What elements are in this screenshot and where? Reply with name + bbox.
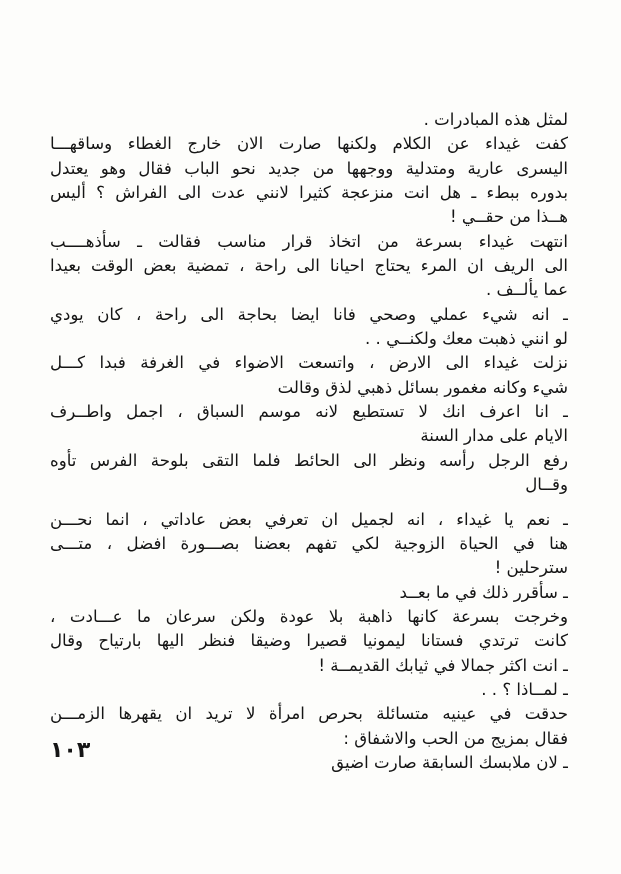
text-line: وخرجت بسرعة كانها ذاهبة بلا عودة ولكن سرعان ما عـــادت ، xyxy=(50,606,568,626)
text-line: عما يألــف . xyxy=(485,280,568,300)
text-line: كانت ترتدي فستانا ليمونيا قصيرا وضيقا فنظر اليها بارتياح وقال xyxy=(50,631,568,651)
text-line: ـ نعم يا غيداء ، انه لجميل ان تعرفي بعض عاداتي ، انما نحـــن xyxy=(50,509,568,529)
text-line: اليسرى عارية ومتدلية ووجهها من جديد نحو الباب فقال وهو يعتدل xyxy=(50,158,568,178)
text-line: ـ سأقرر ذلك في ما بعــد xyxy=(399,582,568,602)
text-line: حدقت في عينيه متسائلة بحرص امرأة لا تريد ان يقهرها الزمـــن xyxy=(50,704,568,724)
text-line: لو انني ذهبت معك ولكنــي . . xyxy=(364,329,568,349)
page-number: ١٠٣ xyxy=(50,738,91,763)
text-line: سترحلين ! xyxy=(494,558,568,578)
text-line: هنا في الحياة الزوجية لكي تفهم بعضنا بصـــورة افضل ، متـــى xyxy=(50,533,568,553)
text-line: ـ انا اعرف انك لا تستطيع لانه موسم السباق ، اجمل واطــرف xyxy=(50,402,568,422)
text-line: ـ انه شيء عملي وصحي فانا ايضا بحاجة الى راحة ، كان يودي xyxy=(50,304,568,324)
text-line: هــذا من حقــي ! xyxy=(450,207,568,227)
text-line: الى الريف ان المرء يحتاج احيانا الى راحة ، تمضية بعض الوقت بعيدا xyxy=(50,256,568,276)
text-line: ـ انت اكثر جمالا في ثيابك القديمــة ! xyxy=(318,655,568,675)
text-line: نزلت غيداء الى الارض ، واتسعت الاضواء في الغرفة فبدا كـــل xyxy=(50,353,568,373)
text-line: كفت غيداء عن الكلام ولكنها صارت الان خارج الغطاء وساقهـــا xyxy=(50,134,568,154)
body-text xyxy=(50,108,568,775)
text-line: ـ لمــاذا ؟ . . xyxy=(481,679,568,699)
text-line: فقال بمزيج من الحب والاشفاق : xyxy=(343,728,568,748)
text-line: انتهت غيداء بسرعة من اتخاذ قرار مناسب فقالت ـ سأذهــــب xyxy=(50,231,568,251)
text-line: لمثل هذه المبادرات . xyxy=(423,110,568,129)
text-line: رفع الرجل رأسه ونظر الى الحائط فلما التقى بلوحة الفرس تأوه xyxy=(50,450,568,470)
text-line: الايام على مدار السنة xyxy=(420,426,568,446)
text-line: شيء وكانه مغمور بسائل ذهبي لذق وقالت xyxy=(277,377,568,397)
text-line: بدوره ببطء ـ هل انت منزعجة كثيرا لانني عدت الى الفراش ؟ أليس xyxy=(50,183,568,203)
text-line: ـ لان ملابسك السابقة صارت اضيق xyxy=(331,752,568,772)
text-line: وقــال xyxy=(525,475,568,495)
